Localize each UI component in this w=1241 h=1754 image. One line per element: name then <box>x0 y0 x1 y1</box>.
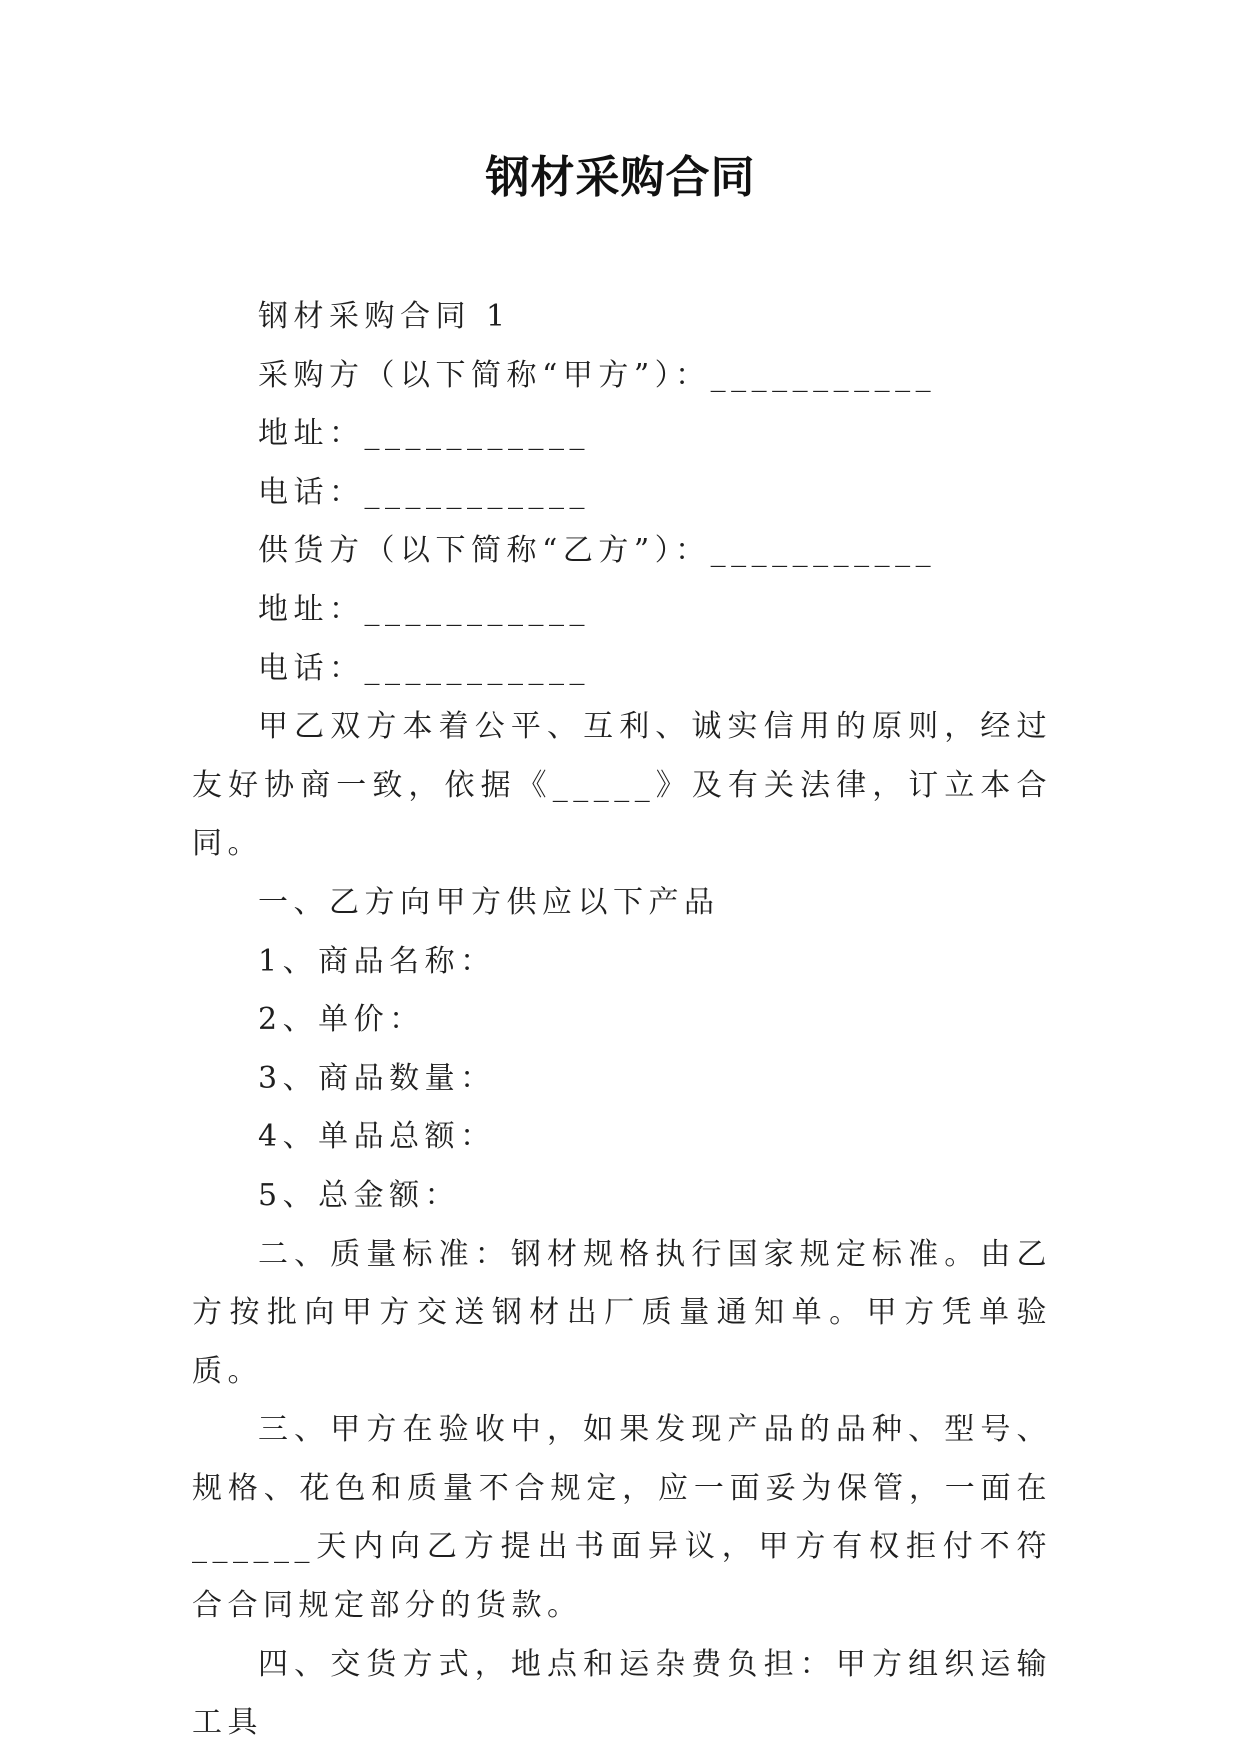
paragraph-buyer: 采购方（以下简称“甲方”）：___________ <box>258 357 937 393</box>
paragraph-supplier-address: 地址：___________ <box>258 591 590 627</box>
paragraph-item-name: 1、商品名称： <box>258 943 496 979</box>
paragraph-buyer-phone: 电话：___________ <box>258 474 590 510</box>
paragraph-item-subtotal: 4、单品总额： <box>258 1119 496 1155</box>
paragraph-preamble: 甲乙双方本着公平、互利、诚实信用的原则，经过友好协商一致，依据《_____》及有关法律，订立本合同。 <box>192 709 1052 862</box>
paragraph-item-total: 5、总金额： <box>258 1177 461 1213</box>
paragraph-section-2: 二、质量标准：钢材规格执行国家规定标准。由乙方按批向甲方交送钢材出厂质量通知单。甲方凭单验质。 <box>192 1236 1052 1389</box>
document-title: 钢材采购合同 <box>485 152 756 203</box>
paragraph-supplier: 供货方（以下简称“乙方”）：___________ <box>258 533 937 569</box>
paragraph-item-quantity: 3、商品数量： <box>258 1060 496 1096</box>
paragraph-item-price: 2、单价： <box>258 1002 425 1038</box>
paragraph-section-3: 三、甲方在验收中，如果发现产品的品种、型号、规格、花色和质量不合规定，应一面妥为保管，一面在______天内向乙方提出书面异议，甲方有权拒付不符合合同规定部分的货款。 <box>192 1412 1052 1624</box>
paragraph-section-4: 四、交货方式，地点和运杂费负担：甲方组织运输工具 <box>192 1646 1052 1741</box>
document-body <box>192 288 1052 1753</box>
paragraph-section-1: 一、乙方向甲方供应以下产品 <box>258 884 720 920</box>
paragraph-buyer-address: 地址：___________ <box>258 416 590 452</box>
paragraph-supplier-phone: 电话：___________ <box>258 650 590 686</box>
paragraph-heading: 钢材采购合同 1 <box>258 299 511 334</box>
